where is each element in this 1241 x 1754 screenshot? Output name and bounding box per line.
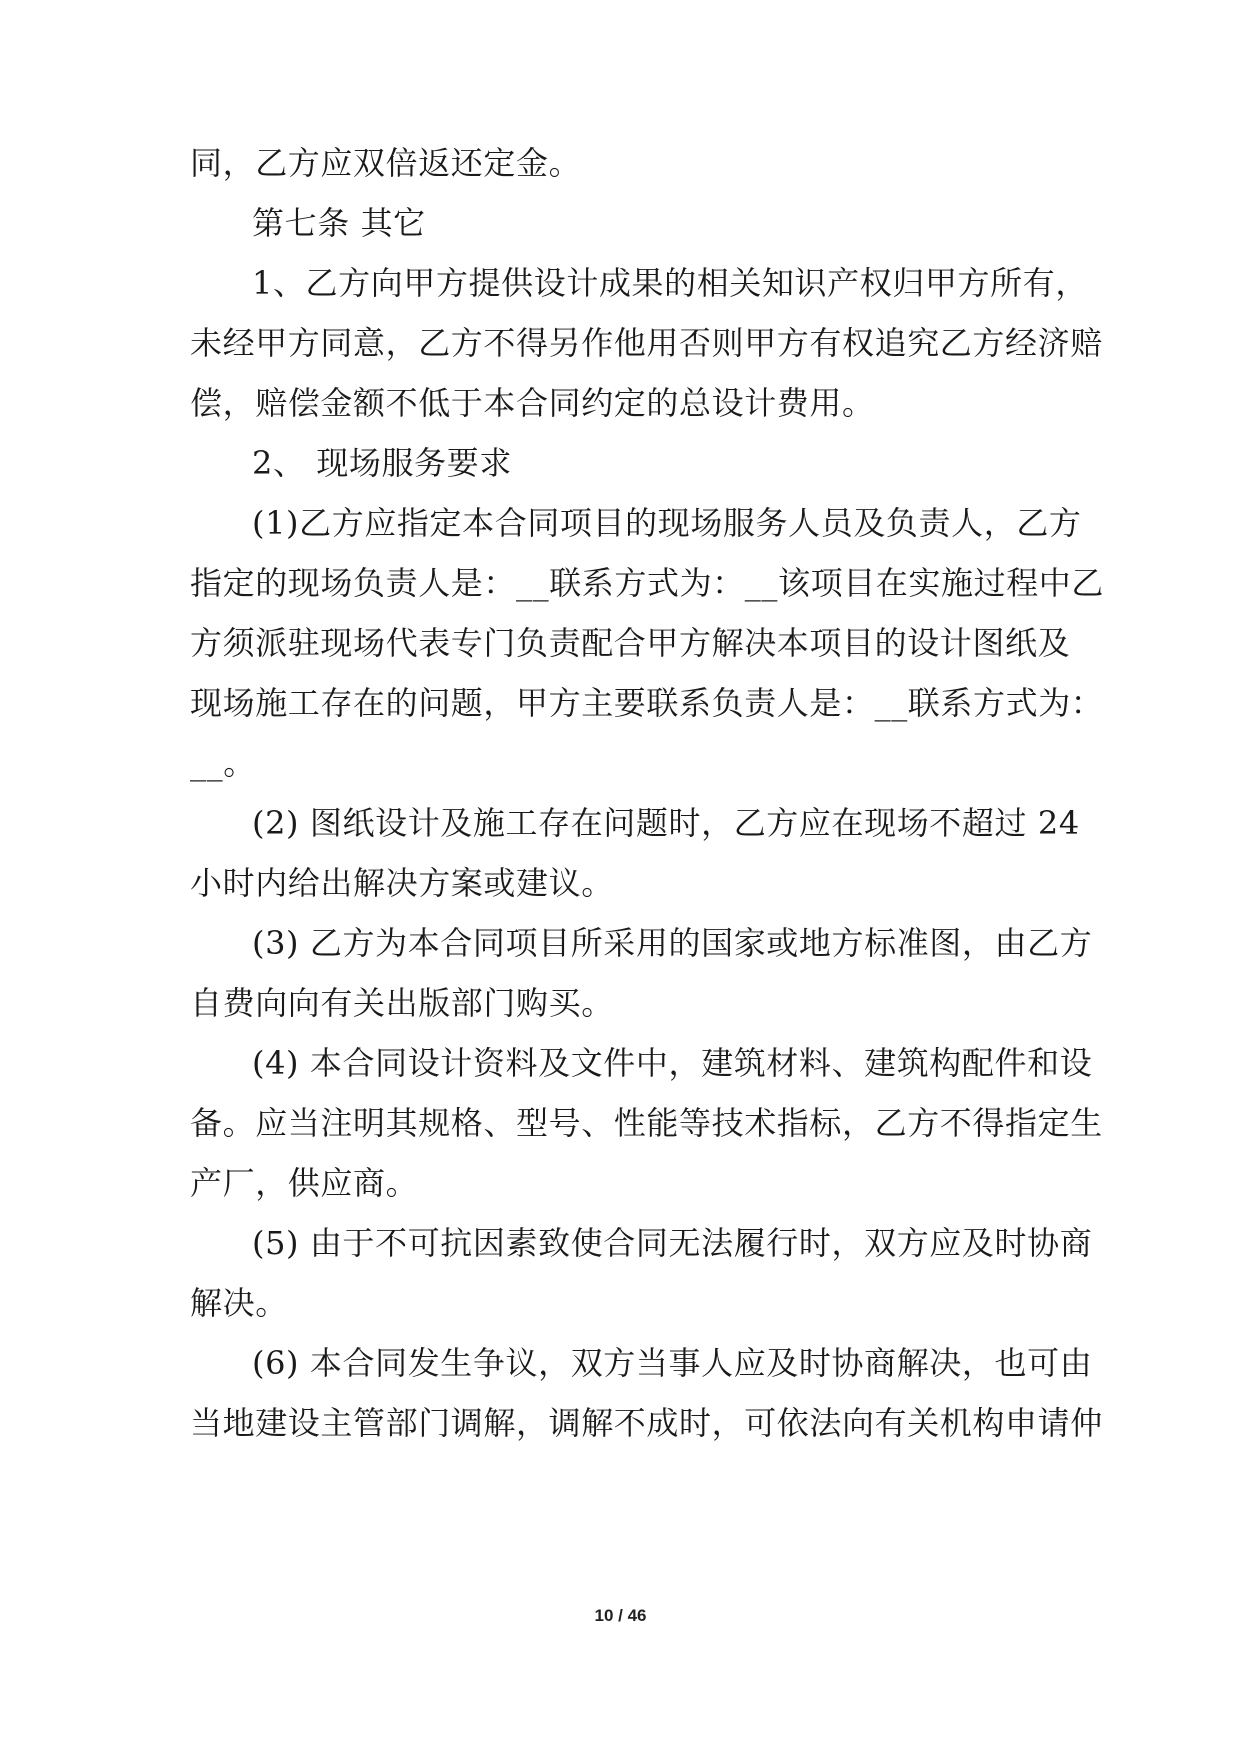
text-line: (3) 乙方为本合同项目所采用的国家或地方标准图，由乙方 (252, 924, 1093, 962)
text-line: 当地建设主管部门调解，调解不成时，可依法向有关机构申请仲 (190, 1404, 1103, 1442)
section-heading: 第七条 其它 (252, 204, 426, 242)
text-line: (6) 本合同发生争议，双方当事人应及时协商解决，也可由 (252, 1344, 1093, 1382)
text-line: 自费向向有关出版部门购买。 (190, 984, 614, 1022)
text-line: 产厂，供应商。 (190, 1164, 419, 1202)
text-line: (4) 本合同设计资料及文件中，建筑材料、建筑构配件和设 (252, 1044, 1093, 1082)
text-line: 解决。 (190, 1284, 288, 1322)
text-line: 偿，赔偿金额不低于本合同约定的总设计费用。 (190, 384, 875, 422)
text-line: 现场施工存在的问题，甲方主要联系负责人是：__联系方式为： (190, 684, 1104, 722)
page-number: 10 / 46 (594, 1606, 647, 1625)
text-line: (1)乙方应指定本合同项目的现场服务人员及负责人，乙方 (252, 504, 1082, 542)
subsection-heading: 2、 现场服务要求 (252, 444, 512, 482)
text-line: __。 (190, 744, 256, 782)
text-line: 未经甲方同意，乙方不得另作他用否则甲方有权追究乙方经济赔 (190, 324, 1103, 362)
text-line: (5) 由于不可抗因素致使合同无法履行时，双方应及时协商 (252, 1224, 1093, 1262)
text-line: 同，乙方应双倍返还定金。 (190, 144, 582, 182)
text-line: 小时内给出解决方案或建议。 (190, 864, 614, 902)
text-line: 备。应当注明其规格、型号、性能等技术指标，乙方不得指定生 (190, 1104, 1103, 1142)
text-line: (2) 图纸设计及施工存在问题时，乙方应在现场不超过 24 (252, 804, 1080, 842)
text-line: 指定的现场负责人是：__联系方式为：__该项目在实施过程中乙 (190, 564, 1105, 602)
text-line: 1、乙方向甲方提供设计成果的相关知识产权归甲方所有， (252, 264, 1088, 302)
text-line: 方须派驻现场代表专门负责配合甲方解决本项目的设计图纸及 (190, 624, 1071, 662)
